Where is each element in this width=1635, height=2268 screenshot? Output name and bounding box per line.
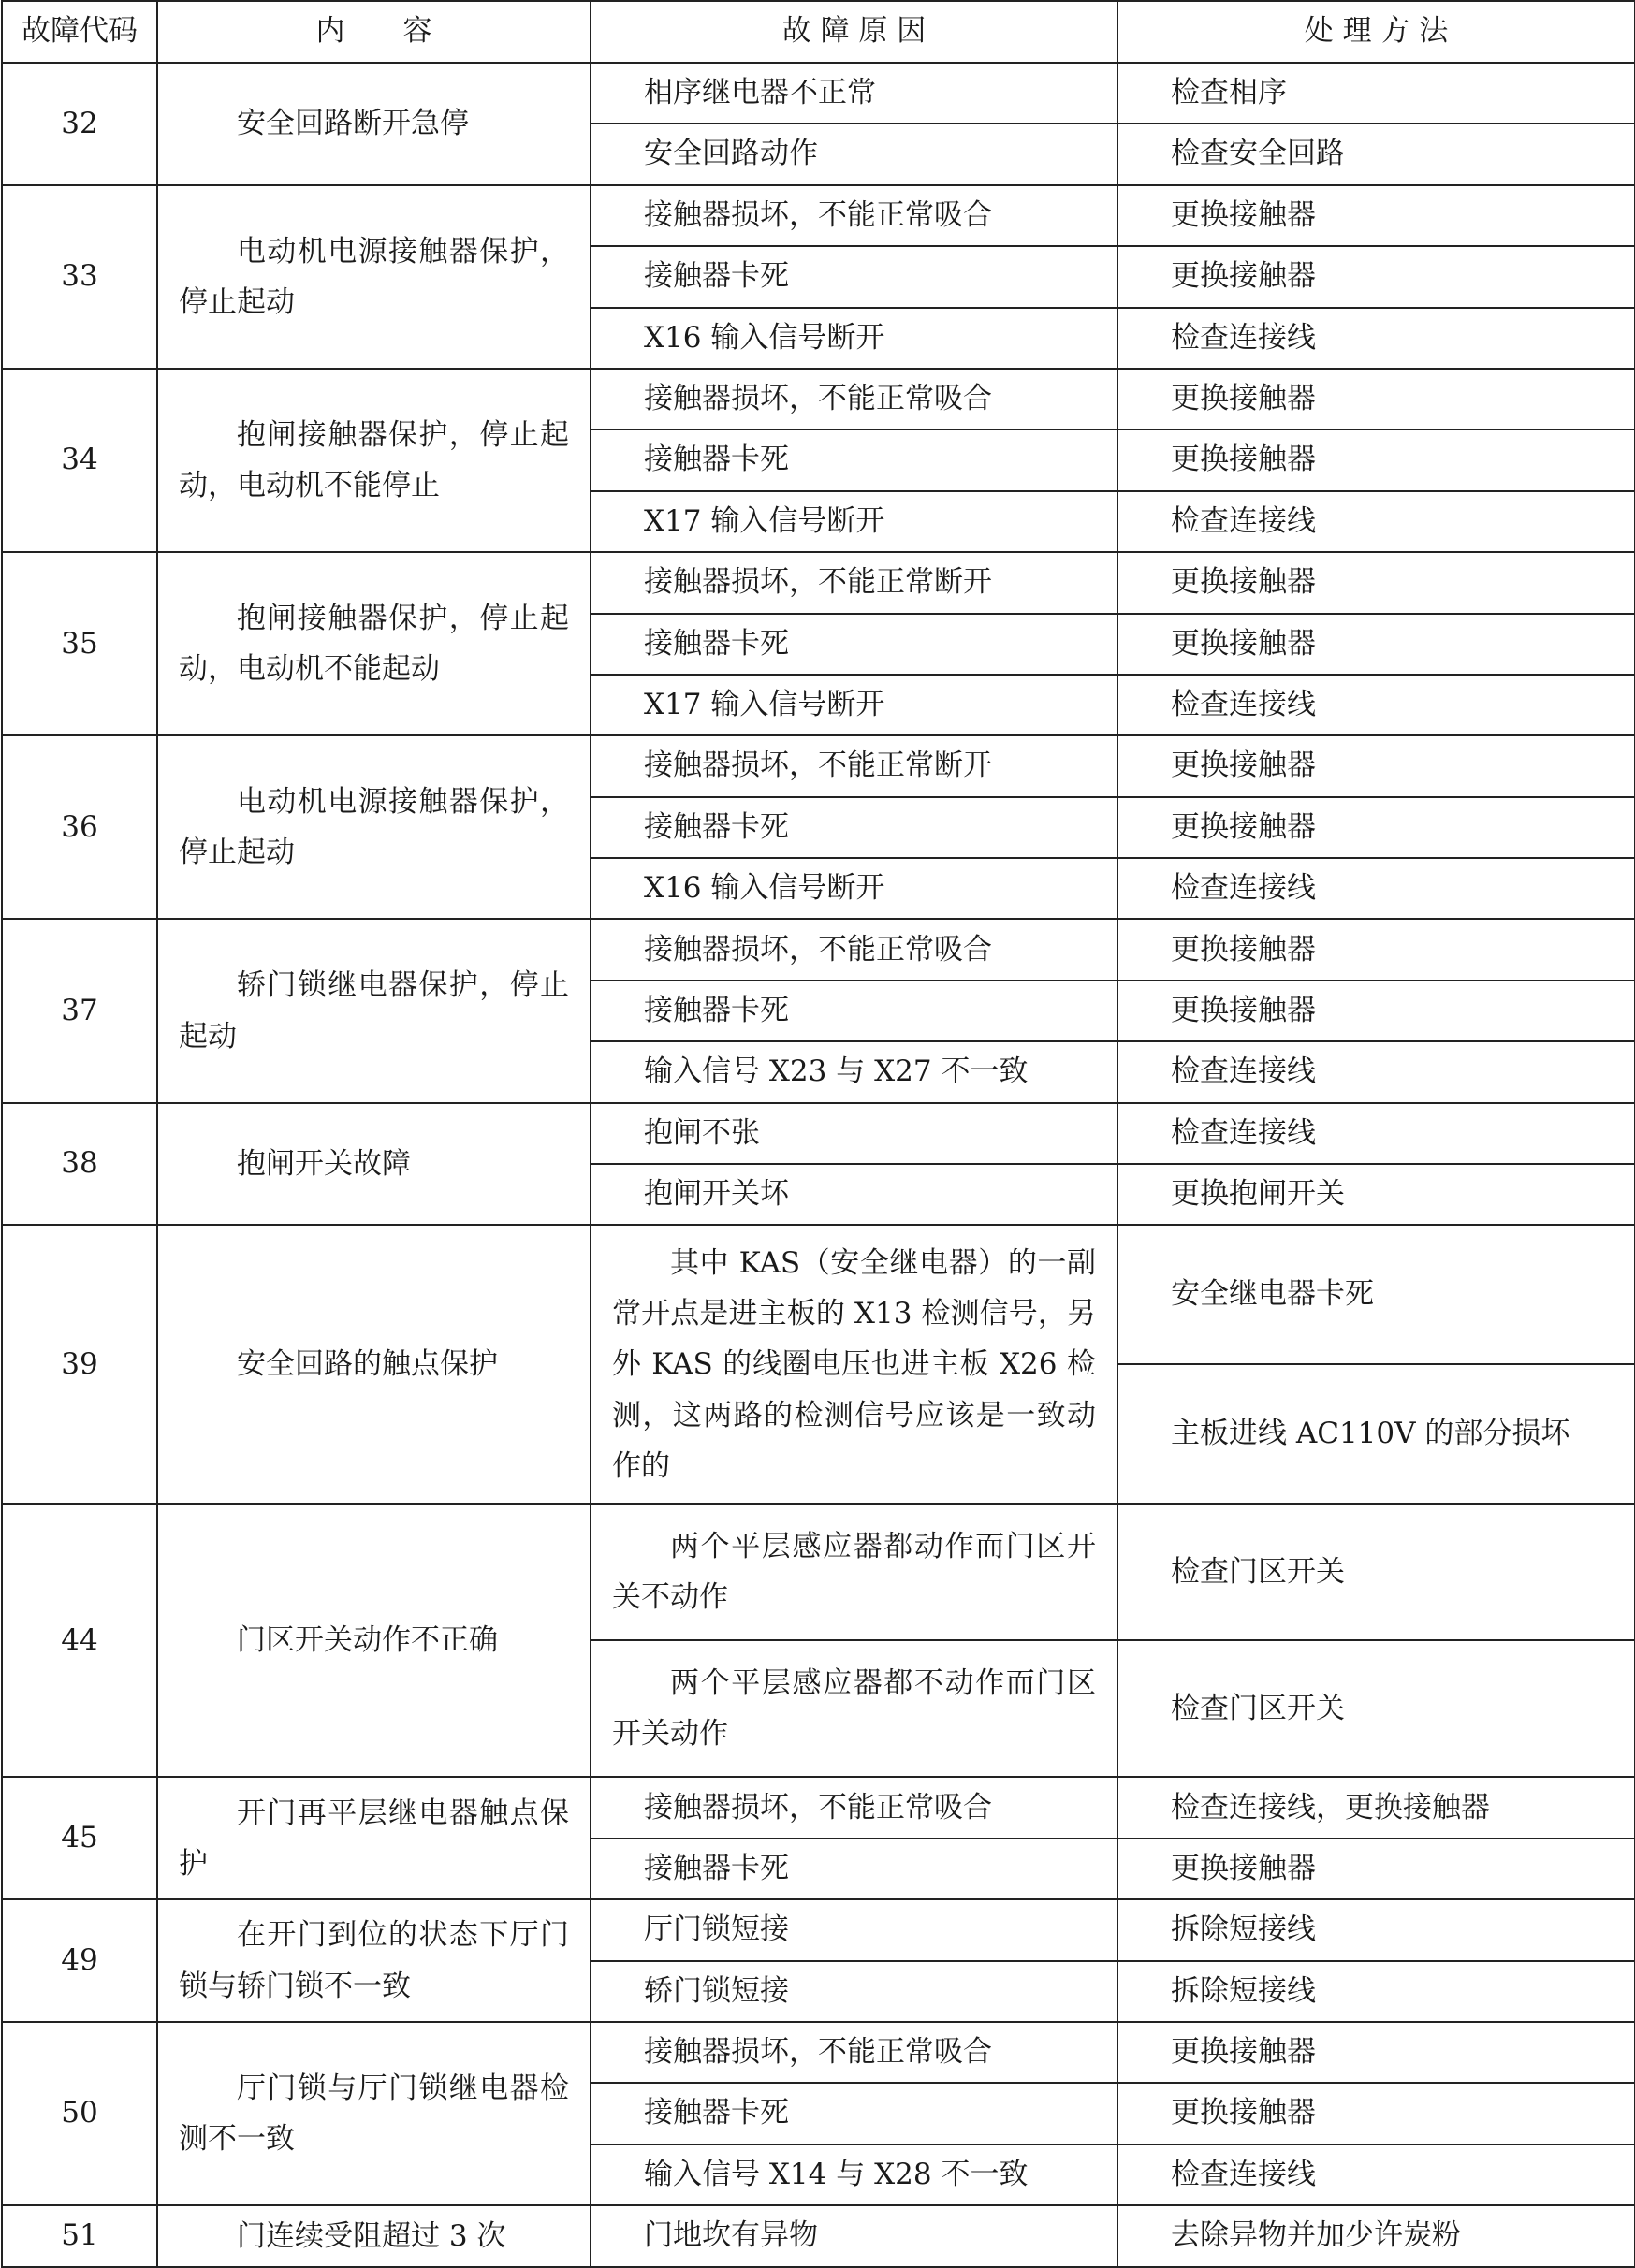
fault-code: 36 <box>2 735 157 919</box>
fault-fix: 主板进线 AC110V 的部分损坏 <box>1117 1364 1635 1504</box>
table-row <box>2 552 1635 613</box>
fault-fix: 检查相序 <box>1117 63 1635 124</box>
fault-code: 33 <box>2 185 157 369</box>
fault-cause: 两个平层感应器都不动作而门区开关动作 <box>591 1640 1117 1777</box>
fault-cause: X17 输入信号断开 <box>591 675 1117 735</box>
table-row <box>2 1777 1635 1838</box>
fault-cause: 接触器损坏，不能正常断开 <box>591 735 1117 796</box>
fault-cause: 厅门锁短接 <box>591 1899 1117 1960</box>
fault-content: 抱闸接触器保护，停止起动，电动机不能停止 <box>157 369 591 552</box>
fault-cause: X17 输入信号断开 <box>591 491 1117 552</box>
fault-code: 50 <box>2 2022 157 2205</box>
fault-code: 37 <box>2 919 157 1102</box>
fault-fix: 更换接触器 <box>1117 185 1635 246</box>
fault-fix: 安全继电器卡死 <box>1117 1225 1635 1364</box>
fault-cause: 接触器卡死 <box>591 429 1117 490</box>
fault-fix: 更换接触器 <box>1117 2022 1635 2083</box>
fault-content: 开门再平层继电器触点保护 <box>157 1777 591 1899</box>
fault-code: 51 <box>2 2205 157 2266</box>
fault-content: 安全回路的触点保护 <box>157 1225 591 1504</box>
fault-cause: 接触器卡死 <box>591 797 1117 858</box>
fault-cause: 两个平层感应器都动作而门区开关不动作 <box>591 1504 1117 1640</box>
fault-cause: 接触器损坏，不能正常断开 <box>591 552 1117 613</box>
fault-cause: X16 输入信号断开 <box>591 308 1117 369</box>
fault-content: 抱闸接触器保护，停止起动，电动机不能起动 <box>157 552 591 735</box>
header-code: 故障代码 <box>2 1 157 63</box>
fault-cause: 抱闸不张 <box>591 1103 1117 1164</box>
fault-fix: 更换接触器 <box>1117 797 1635 858</box>
table-row <box>2 185 1635 246</box>
fault-fix: 更换接触器 <box>1117 614 1635 675</box>
fault-fix: 更换抱闸开关 <box>1117 1164 1635 1225</box>
fault-fix: 更换接触器 <box>1117 369 1635 429</box>
fault-cause: X16 输入信号断开 <box>591 858 1117 919</box>
fault-fix: 更换接触器 <box>1117 1839 1635 1899</box>
table-row <box>2 63 1635 124</box>
fault-cause: 接触器损坏，不能正常吸合 <box>591 185 1117 246</box>
table-row <box>2 1225 1635 1364</box>
fault-cause: 接触器损坏，不能正常吸合 <box>591 1777 1117 1838</box>
fault-code: 32 <box>2 63 157 185</box>
fault-fix: 更换接触器 <box>1117 246 1635 307</box>
fault-cause: 轿门锁短接 <box>591 1961 1117 2022</box>
fault-cause: 接触器损坏，不能正常吸合 <box>591 369 1117 429</box>
fault-code: 39 <box>2 1225 157 1504</box>
fault-fix: 检查连接线，更换接触器 <box>1117 1777 1635 1838</box>
fault-content: 电动机电源接触器保护，停止起动 <box>157 735 591 919</box>
fault-cause: 接触器卡死 <box>591 614 1117 675</box>
fault-content: 电动机电源接触器保护，停止起动 <box>157 185 591 369</box>
fault-cause: 接触器卡死 <box>591 246 1117 307</box>
fault-fix: 检查连接线 <box>1117 2144 1635 2205</box>
table-row <box>2 2022 1635 2083</box>
fault-fix: 拆除短接线 <box>1117 1899 1635 1960</box>
fault-cause: 接触器损坏，不能正常吸合 <box>591 919 1117 980</box>
fault-content: 轿门锁继电器保护，停止起动 <box>157 919 591 1102</box>
header-content: 内 容 <box>157 1 591 63</box>
fault-cause: 抱闸开关坏 <box>591 1164 1117 1225</box>
fault-fix: 更换接触器 <box>1117 2083 1635 2144</box>
fault-fix: 检查连接线 <box>1117 491 1635 552</box>
fault-content: 在开门到位的状态下厅门锁与轿门锁不一致 <box>157 1899 591 2022</box>
header-cause: 故 障 原 因 <box>591 1 1117 63</box>
fault-cause: 接触器卡死 <box>591 1839 1117 1899</box>
table-row <box>2 1504 1635 1640</box>
fault-code: 34 <box>2 369 157 552</box>
fault-cause: 门地坎有异物 <box>591 2205 1117 2266</box>
fault-fix: 检查连接线 <box>1117 308 1635 369</box>
fault-fix: 检查连接线 <box>1117 1041 1635 1102</box>
fault-fix: 检查安全回路 <box>1117 124 1635 184</box>
fault-cause: 接触器卡死 <box>591 981 1117 1041</box>
fault-cause: 接触器损坏，不能正常吸合 <box>591 2022 1117 2083</box>
fault-content: 厅门锁与厅门锁继电器检测不一致 <box>157 2022 591 2205</box>
fault-code: 44 <box>2 1504 157 1777</box>
fault-cause: 其中 KAS（安全继电器）的一副常开点是进主板的 X13 检测信号，另外 KAS 的线圈电压也进主板 X26 检测，这两路的检测信号应该是一致动作的 <box>591 1225 1117 1504</box>
fault-cause: 输入信号 X23 与 X27 不一致 <box>591 1041 1117 1102</box>
fault-cause: 输入信号 X14 与 X28 不一致 <box>591 2144 1117 2205</box>
table-row <box>2 2205 1635 2266</box>
fault-code-table <box>1 0 1635 2268</box>
table-row <box>2 735 1635 796</box>
fault-fix: 更换接触器 <box>1117 919 1635 980</box>
fault-fix: 检查连接线 <box>1117 1103 1635 1164</box>
fault-fix: 更换接触器 <box>1117 429 1635 490</box>
fault-fix: 拆除短接线 <box>1117 1961 1635 2022</box>
fault-cause: 安全回路动作 <box>591 124 1117 184</box>
table-row <box>2 919 1635 980</box>
fault-fix: 检查门区开关 <box>1117 1504 1635 1640</box>
header-row <box>2 1 1635 63</box>
fault-fix: 检查连接线 <box>1117 675 1635 735</box>
table-row <box>2 1899 1635 1960</box>
fault-fix: 去除异物并加少许炭粉 <box>1117 2205 1635 2266</box>
fault-code: 45 <box>2 1777 157 1899</box>
fault-content: 门连续受阻超过 3 次 <box>157 2205 591 2266</box>
fault-fix: 检查门区开关 <box>1117 1640 1635 1777</box>
fault-fix: 更换接触器 <box>1117 981 1635 1041</box>
fault-code: 38 <box>2 1103 157 1226</box>
table-row <box>2 369 1635 429</box>
fault-code: 49 <box>2 1899 157 2022</box>
fault-content: 抱闸开关故障 <box>157 1103 591 1226</box>
table-body <box>2 63 1635 2267</box>
fault-cause: 接触器卡死 <box>591 2083 1117 2144</box>
fault-fix: 更换接触器 <box>1117 552 1635 613</box>
fault-content: 门区开关动作不正确 <box>157 1504 591 1777</box>
table-row <box>2 1103 1635 1164</box>
fault-cause: 相序继电器不正常 <box>591 63 1117 124</box>
fault-fix: 检查连接线 <box>1117 858 1635 919</box>
header-fix: 处 理 方 法 <box>1117 1 1635 63</box>
fault-content: 安全回路断开急停 <box>157 63 591 185</box>
fault-code: 35 <box>2 552 157 735</box>
fault-fix: 更换接触器 <box>1117 735 1635 796</box>
